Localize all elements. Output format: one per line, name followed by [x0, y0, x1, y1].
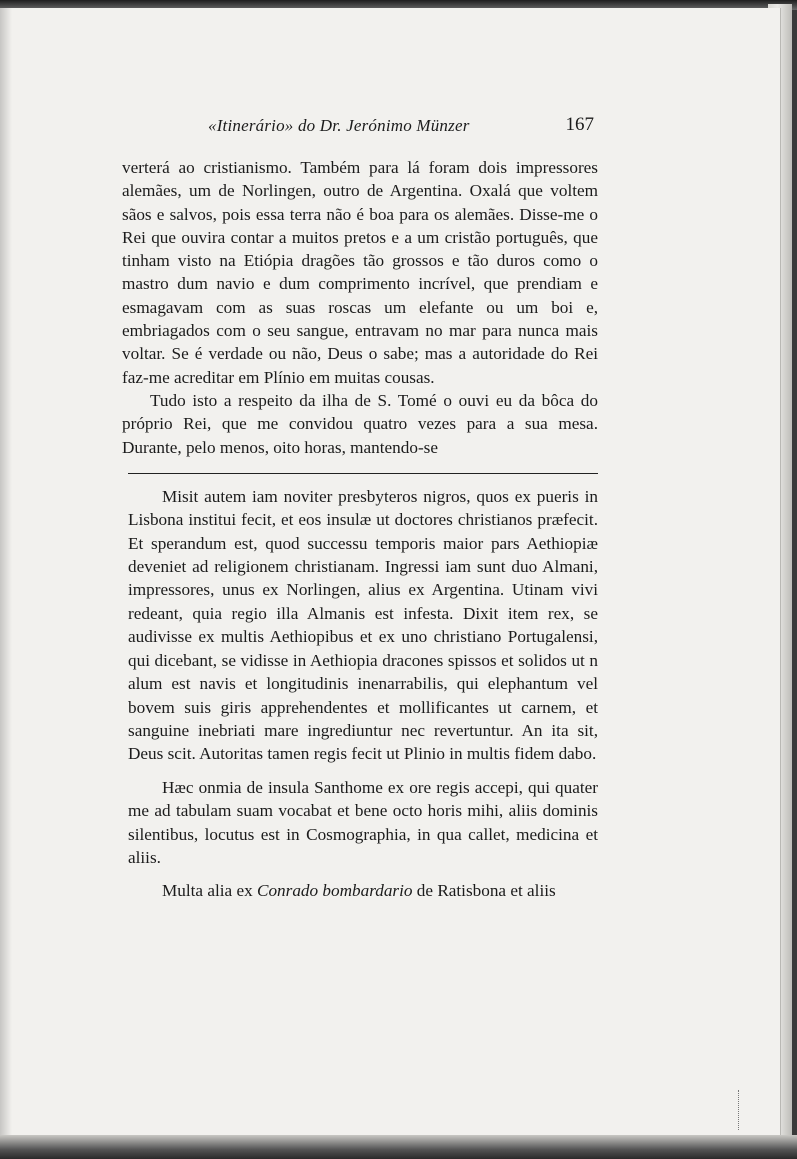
footnote-divider — [128, 473, 598, 474]
page-number: 167 — [565, 114, 594, 135]
margin-marks — [738, 1090, 747, 1130]
main-paragraph-2: Tudo isto a respeito da ilha de S. Tomé o ouvi eu da bôca do próprio Rei, que me convidou quatro vezes para a sua mesa. Durante, pelo menos, oito horas, mantendo-se — [122, 390, 598, 457]
footnote-paragraph-3-start: Multa alia ex — [162, 881, 257, 901]
footnote-paragraph-1: Misit autem iam noviter presbyteros nigros, quos ex pueris in Lisbona institui fecit, et eos insulæ ut doctores christianos præfecit. Et sperandum est, quod successu temporis maior pars Aethiopiæ deveniet ad religionem christianam. Ingressi iam sunt duo Almani, impressores, unus ex Norlingen, alius ex Argentina. Utinam vivi redeant, quia regio illa Almanis est infesta. Dixit item rex, se audivisse ex multis Aethiopibus et ex uno christiano Portugalensi, qui dicebant, se vidisse in Aethiopia dracones spissos et solidos ut n alum est navis et longitudinis inenarrabilis, qui elephantum vel bovem suis giris apprehendentes et mollificantes ut carnem, et sanguine inebriati mare ingrediuntur nec revertuntur. An ita sit, Deus scit. Autoritas tamen regis fecit ut Plinio in multis fidem dabo. — [128, 486, 598, 764]
footnote-paragraph-3-italic: Conrado bombardario — [256, 881, 413, 901]
scan-bottom-edge — [0, 1135, 797, 1159]
footnote-paragraph-3-end: de Ratisbona et aliis — [412, 881, 556, 901]
footnote — [122, 485, 598, 903]
footnote-paragraph-2: Hæc onmia de insula Santhome ex ore regis accepi, qui quater me ad tabulam suam vocabat et bene octo horis mihi, aliis dominis silentibus, locutus est in Cosmographia, in qua callet, medicina et aliis. — [128, 777, 598, 867]
running-head — [122, 108, 598, 142]
footnote-paragraph-3 — [128, 879, 598, 902]
main-text — [122, 156, 598, 459]
text-block — [122, 108, 598, 903]
running-title: «Itinerário» do Dr. Jerónimo Münzer — [208, 116, 470, 135]
main-paragraph-1: verterá ao cristianismo. Também para lá foram dois impressores alemães, um de Norlingen, outro de Argentina. Oxalá que voltem sãos e salvos, pois essa terra não é boa para os alemães. Disse-me o Rei que ouvira contar a muitos pretos e a um cristão português, que tinham visto na Etiópia dragões tão grossos e tão duros como o mastro dum navio e dum comprimento incrível, que prendiam e esmagavam com as suas roscas um elefante ou um boi e, embriagados com o seu sangue, entravam no mar para nunca mais voltar. Se é verdade ou não, Deus o sabe; mas a autoridade do Rei faz-me acreditar em Plínio em muitas cousas. — [122, 158, 598, 387]
spine-shadow — [0, 8, 12, 1154]
